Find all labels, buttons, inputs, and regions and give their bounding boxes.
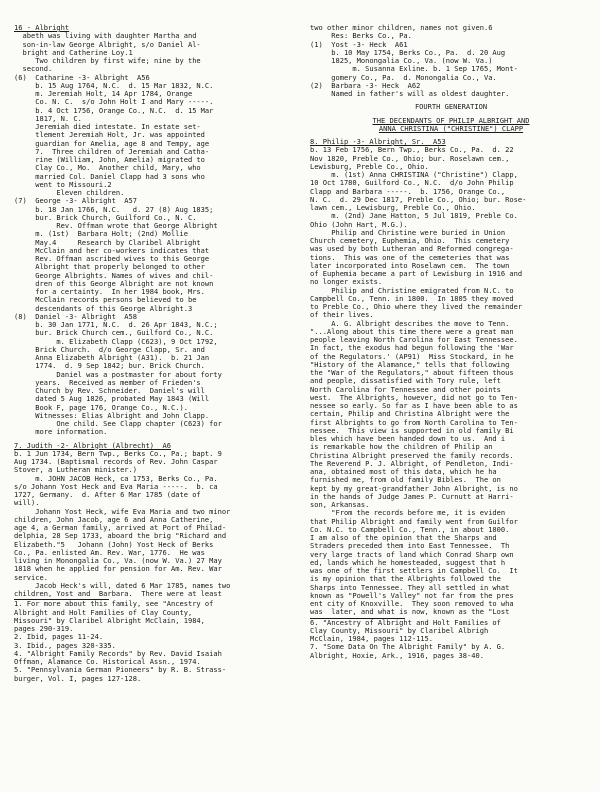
- text-line: 10 Oct 1780, Guilford Co., N.C. d/o John Philip: [310, 179, 514, 188]
- text-line: Lewisburg, Preble Co., Ohio.: [310, 162, 429, 171]
- text-line: Two children by first wife; nine by the: [14, 57, 201, 65]
- text-line: b. 30 Jan 1771, N.C. d. 26 Apr 1843, N.C.;: [14, 321, 218, 329]
- footnote-line: 5. "Pennsylvania German Pioneers" by R. B. Strass-: [14, 666, 227, 675]
- text-line: living in Monongalia Co., Va. (now W. Va.) 27 May: [14, 557, 222, 565]
- text-line: Clay Co., Mo. Another child, Mary, who: [14, 164, 201, 173]
- right-column: [310, 24, 592, 660]
- text-line: people leaving North Carolina for East Tennessee.: [310, 336, 518, 344]
- text-line: m. Jeremiah Holt, 14 Apr 1784, Orange: [14, 90, 193, 98]
- right-footnotes: [310, 619, 592, 660]
- text-line: m. (2nd) Jane Hatton, 5 Jul 1819, Preble Co.: [310, 212, 518, 221]
- text-line: nessee. This view is supported in old family Bi: [310, 426, 514, 435]
- text-line: Ohio (John Hart, M.G.).: [310, 220, 408, 229]
- footnote-line: Clay County, Missouri" by Claribel Albrigh: [310, 626, 489, 635]
- text-line: children, John Jacob, age 6 and Anna Catherine,: [14, 515, 214, 524]
- text-line: of the Regulators.' (AP91) Miss Stockard, in he: [310, 352, 514, 361]
- text-line: first Albrights to go from North Carolina to Ten-: [310, 418, 518, 427]
- text-line: was used by both Lutheran and Reformed congrega-: [310, 245, 514, 254]
- text-line: Sharps into Tennessee. They all settled in what: [310, 583, 510, 592]
- footnote-line: 4. "Albright Family Records" by Rev. David Isaiah: [14, 649, 222, 658]
- text-line: s/o Johann Yost Heck and Eva Maria -----. b. ca: [14, 482, 218, 491]
- generation-heading: FOURTH GENERATION: [414, 103, 488, 112]
- text-line: 1817, N. C.: [14, 114, 82, 123]
- text-line: m. (1st) Barbara Holt; (2nd) Mollie: [14, 230, 188, 239]
- text-line: (7) George -3- Albright A57: [14, 197, 138, 206]
- text-line: very large tracts of land which Conrad Sharp own: [310, 550, 514, 559]
- text-line: dren of this George Albright are not known: [14, 279, 214, 288]
- decendants-heading-line-1: THE DECENDANTS OF PHILIP ALBRIGHT AND: [372, 116, 530, 125]
- left-footnotes: [14, 600, 300, 683]
- text-line: m. JOHN JACOB Heck, ca 1753, Berks Co., Pa.: [14, 474, 218, 483]
- text-line: went to Missouri.2: [14, 180, 112, 189]
- text-line: 7. Three children of Jeremiah and Catha-: [14, 147, 210, 156]
- text-line: Philip and Christine emigrated from N.C. to: [310, 286, 514, 295]
- text-line: m. Susanna Exline. b. 1 Sep 1765, Mont-: [310, 65, 518, 74]
- text-line: N. C. d. 29 Dec 1817, Preble Co., Ohio; bur. Rose-: [310, 195, 527, 204]
- text-line: b. 18 Jan 1766, N.C. d. 27 (8) Aug 1835;: [14, 205, 214, 214]
- text-line: later incorporated into Roselawn cem. The town: [310, 261, 510, 270]
- text-line: 1825, Monongalia Co., Va. (now W. Va.): [310, 57, 493, 65]
- text-line: (8) Daniel -3- Albright A58: [14, 312, 138, 321]
- text-line: more information.: [14, 428, 108, 437]
- text-line: the "War of the Regulators," about fifteen thous: [310, 369, 514, 377]
- text-line: Campbell Co., Tenn. in 1800. In 1805 they moved: [310, 294, 514, 303]
- text-line: May.4 Research by Claribel Albright: [14, 238, 201, 247]
- footnote-line: 3. Ibid., pages 320-335.: [14, 641, 116, 650]
- text-line: Christina Albright preserved the family records.: [310, 451, 514, 460]
- footnote-line: 6. "Ancestry of Albright and Holt Families of: [310, 618, 501, 627]
- text-line: guardian for Amelia, age 8 and Tempy, age: [14, 139, 210, 148]
- section-title-philip: 8. Philip -3- Albright, Sr. A53: [310, 138, 446, 146]
- text-line: Straders preceded them into East Tennessee. Th: [310, 542, 510, 551]
- right-body-text: [310, 146, 592, 616]
- text-line: that Philip Albright and family went from Guilfor: [310, 517, 518, 526]
- text-line: age 4, a German family, arrived at Port of Philad-: [14, 524, 227, 532]
- text-line: Clapp and Barbara -----. b. 1756, Orange Co.,: [310, 187, 506, 196]
- text-line: One child. See Clapp chapter (C623) for: [14, 420, 222, 428]
- text-line: bur. Brick Church, Guilford Co., N. C.: [14, 213, 197, 222]
- footnote-line: 1. For more about this family, see "Ancestry of: [14, 600, 214, 609]
- text-line: McClain records persons believed to be: [14, 296, 197, 305]
- decendants-heading-line-2: ANNA CHRISTINA ("CHRISTINE") CLAPP: [378, 124, 524, 133]
- text-line: "...Along about this time there were a great man: [310, 327, 514, 336]
- text-line: "History of the Alamance," tells that following: [310, 360, 510, 369]
- text-line: to Preble Co., Ohio where they lived the remainder: [310, 303, 523, 311]
- text-line: ent city of Knoxville. They soon removed to wha: [310, 600, 514, 608]
- text-line: gomery Co., Pa. d. Monongalia Co., Va.: [310, 73, 497, 82]
- text-line: ana, obtained most of this data, which he ha: [310, 468, 497, 476]
- text-line: b. 4 Oct 1756, Orange Co., N.C. d. 15 Mar: [14, 106, 214, 115]
- text-line: for a certainty. In her 1984 book, Mrs.: [14, 288, 205, 296]
- footnote-line: 2. Ibid, pages 11-24.: [14, 633, 104, 642]
- text-line: was later, and what is now, known as the "Lost: [310, 608, 510, 617]
- text-line: kept by my great-grandfather John Albright, is no: [310, 484, 518, 493]
- text-line: Co., Pa. enlisted Am. Rev. War, 1776. He was: [14, 548, 205, 557]
- text-line: tions. This was one of the cemeteries that was: [310, 253, 510, 262]
- right-top-text: [310, 24, 592, 98]
- text-line: (2) Barbara -3- Heck A62: [310, 81, 421, 90]
- text-line: descendants of this George Albright.3: [14, 304, 193, 313]
- text-line: and people, dissatisfied with Tory rule, left: [310, 377, 501, 386]
- text-line: bur. Brick Church cem., Guilford Co., N.C.: [14, 329, 214, 338]
- footnote-line: 7. "Some Data On The Albright Family" by A. G.: [310, 643, 506, 652]
- text-line: dated 5 Aug 1826, probated May 1843 (Will: [14, 395, 210, 404]
- text-line: Co. N.C. to Campbell Co., Tenn., in about 1800.: [310, 525, 510, 534]
- text-line: b. 1 Jun 1734, Bern Twp., Berks Co., Pa.; bapt. 9: [14, 449, 222, 458]
- text-line: Nov 1820, Preble Co., Ohio; bur. Roselawn cem.,: [310, 154, 510, 163]
- footnote-line: burger, Vol. I, pages 127-128.: [14, 674, 142, 683]
- footnote-line: McClain, 1984, pages 112-115.: [310, 635, 434, 643]
- text-line: m. Elizabeth Clapp (C623), 9 Oct 1792,: [14, 337, 218, 346]
- text-line: Elizabeth."5 Johann (John) Yost Heck of Berks: [14, 540, 214, 549]
- text-line: furnished me, from old family Bibles. The on: [310, 476, 501, 485]
- text-line: is my opinion that the Albrights followed the: [310, 575, 501, 584]
- text-line: 1774. d. 9 Sep 1842; bur. Brick Church.: [14, 362, 205, 371]
- text-line: no longer exists.: [310, 278, 383, 287]
- text-line: I am also of the opinion that the Sharps and: [310, 534, 497, 542]
- text-line: rine (William, John, Amelia) migrated to: [14, 156, 205, 164]
- text-line: b. 15 Aug 1764, N.C. d. 15 Mar 1832, N.C.: [14, 81, 214, 90]
- text-line: west. The Albrights, however, did not go to Ten-: [310, 393, 518, 402]
- text-line: b. 13 Feb 1756, Bern Twp., Berks Co., Pa. d. 22: [310, 146, 514, 155]
- text-line: Book F, page 176, Orange Co., N.C.).: [14, 403, 188, 412]
- text-line: abeth was living with daughter Martha and: [14, 32, 197, 41]
- footnote-line: Albright, Hoxie, Ark., 1916, pages 38-40.: [310, 651, 484, 660]
- text-line: will).: [14, 499, 40, 508]
- text-line: son, Arkansas.: [310, 501, 370, 509]
- text-line: is remarkable how the children of Philip an: [310, 443, 493, 452]
- text-line: A. G. Albright describes the move to Tenn.: [310, 319, 510, 328]
- text-line: In fact, the exodus had begun following the 'War: [310, 344, 514, 353]
- text-line: b. 10 May 1754, Berks Co., Pa. d. 20 Aug: [310, 48, 506, 57]
- text-line: ed, lands which he homesteaded, suggest that h: [310, 558, 506, 567]
- text-line: George Albrights. Names of wives and chil-: [14, 271, 214, 280]
- text-line: in the hands of Judge James P. Curnutt at Harri-: [310, 492, 514, 501]
- text-line: was one of the first settlers in Campbell Co. It: [310, 567, 518, 575]
- text-line: "From the records before me, it is eviden: [310, 509, 506, 518]
- text-line: Johann Yost Heck, wife Eva Maria and two minor: [14, 507, 231, 516]
- text-line: Church cemetery, Euphemia, Ohio. This cemetery: [310, 237, 510, 245]
- left-top-text: [14, 32, 300, 436]
- text-line: tlement Jeremiah Holt, Jr. was appointed: [14, 131, 205, 140]
- text-line: nessee so early. So far as I have been able to as: [310, 402, 518, 410]
- text-line: 1727, Germany. d. After 6 Mar 1785 (date of: [14, 491, 201, 499]
- text-line: Albright that properly belonged to other: [14, 263, 205, 272]
- text-line: (1) Yost -3- Heck A61: [310, 40, 408, 49]
- text-line: Co. N. C. s/o John Holt I and Mary -----.: [14, 98, 214, 107]
- footnote-line: pages 290-319.: [14, 625, 74, 633]
- text-line: bles which have been handed down to us. And i: [310, 435, 506, 443]
- text-line: Anna Elizabeth Albright (A31). b. 21 Jan: [14, 354, 210, 362]
- text-line: Brick Church. d/o George Clapp, Sr. and: [14, 345, 205, 354]
- text-line: Daniel was a postmaster for about forty: [14, 370, 222, 379]
- text-line: Philip and Christine were buried in Union: [310, 228, 506, 237]
- text-line: of Euphemia became a part of Lewisburg in 1916 and: [310, 270, 523, 278]
- text-line: delphia, 28 Sep 1733, aboard the brig "Richard and: [14, 532, 227, 541]
- footnote-line: Offman, Alamance Co. Historical Assn., 1974.: [14, 658, 201, 666]
- text-line: son-in-law George Albright, s/o Daniel Al-: [14, 40, 201, 49]
- left-column: [14, 24, 300, 683]
- left-bottom-text: [14, 450, 300, 599]
- text-line: Aug 1734. (Baptismal records of Rev. John Caspar: [14, 458, 218, 466]
- text-line: The Reverend P. J. Albright, of Pendleton, Indi-: [310, 459, 514, 468]
- text-line: Church by Rev. Schneider. Daniel's will: [14, 387, 205, 395]
- footnote-line: Missouri" by Claribel Albright McClain, 1984,: [14, 616, 205, 625]
- text-line: Res: Berks Co., Pa.: [310, 32, 412, 41]
- text-line: second.: [14, 65, 53, 74]
- text-line: McClain and her co-workers indicates that: [14, 246, 210, 255]
- text-line: 1818 when he applied for pension for Am. Rev. War: [14, 565, 222, 574]
- text-line: Named in father's will as oldest daughter.: [310, 90, 510, 98]
- text-line: Jeremiah died intestate. In estate set-: [14, 123, 201, 131]
- text-line: service.: [14, 573, 48, 582]
- text-line: Witnesses: Elias Albright and John Clapp.: [14, 411, 210, 420]
- text-line: two other minor children, names not given.6: [310, 24, 493, 32]
- text-line: (6) Catharine -3- Albright A56: [14, 73, 150, 82]
- text-line: certain, Philip and Christina Albright were the: [310, 410, 510, 419]
- text-line: m. (1st) Anna CHRISTINA ("Christine") Clapp,: [310, 171, 518, 179]
- text-line: years. Received as member of Frieden's: [14, 378, 201, 387]
- text-line: Stover, a Lutheran minister.): [14, 466, 138, 475]
- text-line: married Col. Daniel Clapp had 3 sons who: [14, 172, 205, 181]
- text-line: children, Yost and Barbara. There were at least: [14, 590, 222, 598]
- text-line: lawn cem., Lewisburg, Preble Co., Ohio.: [310, 204, 476, 212]
- text-line: Rev. Offman ascribed wives to this George: [14, 255, 210, 263]
- text-line: known as "Powell's Valley" not far from the pres: [310, 591, 514, 600]
- section-title-judith: 7. Judith -2- Albright (Albrecht) A6: [14, 441, 171, 450]
- text-line: North Carolina for Tennessee and other points: [310, 385, 501, 394]
- text-line: Eleven children.: [14, 189, 125, 197]
- text-line: of their lives.: [310, 311, 374, 320]
- page-header: 16 - Albright: [14, 24, 70, 32]
- footnote-line: Albright and Holt Families of Clay County,: [14, 608, 193, 617]
- text-line: Jacob Heck's will, dated 6 Mar 1785, names two: [14, 581, 231, 590]
- text-line: Rev. Offman wrote that George Albright: [14, 222, 218, 230]
- text-line: bright and Catherine Loy.1: [14, 48, 133, 57]
